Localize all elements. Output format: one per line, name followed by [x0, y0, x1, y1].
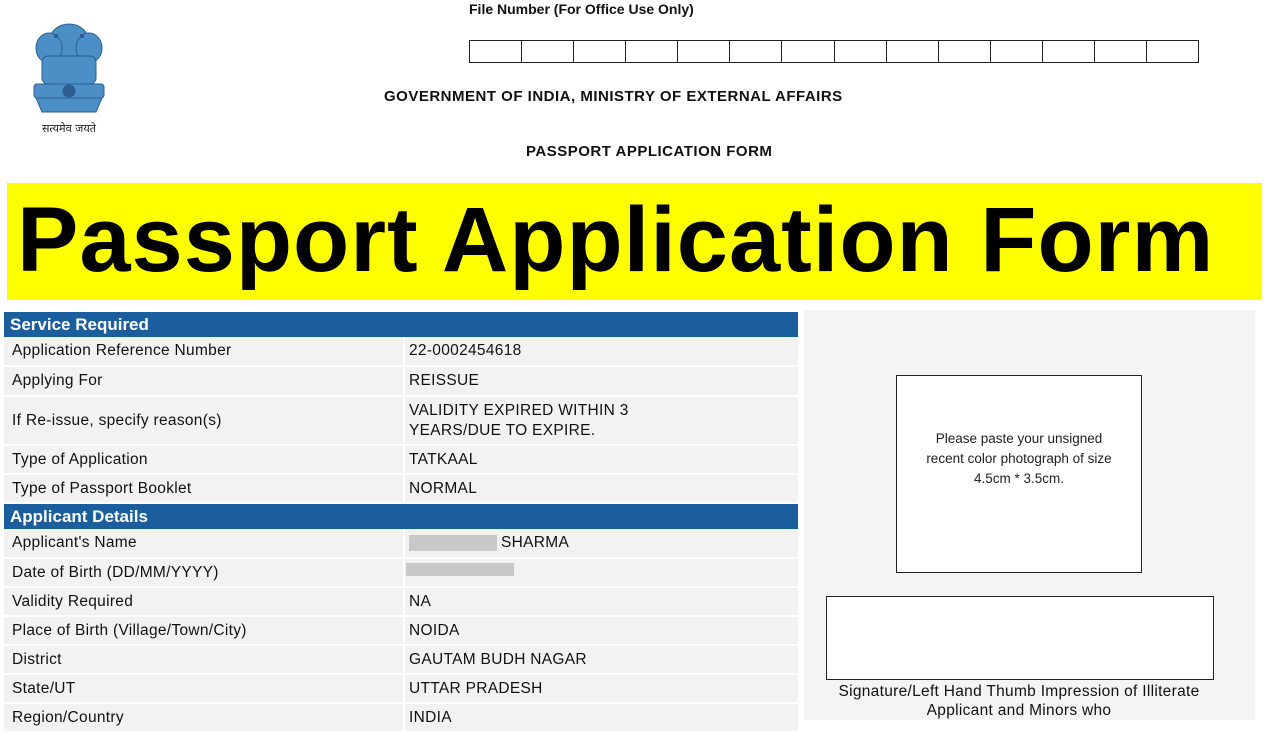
- redacted-block: [406, 563, 514, 576]
- table-row: [4, 446, 798, 475]
- row-label: Date of Birth (DD/MM/YYYY): [12, 563, 219, 581]
- row-value: GAUTAM BUDH NAGAR: [409, 650, 587, 668]
- file-number-box[interactable]: [522, 41, 574, 62]
- file-number-box[interactable]: [939, 41, 991, 62]
- file-number-box[interactable]: [835, 41, 887, 62]
- file-number-box[interactable]: [782, 41, 834, 62]
- row-value: REISSUE: [409, 372, 480, 389]
- table-row: [4, 617, 798, 646]
- form-title: PASSPORT APPLICATION FORM: [526, 143, 773, 160]
- table-row: [4, 475, 798, 504]
- row-value: INDIA: [409, 708, 452, 726]
- file-number-box[interactable]: [470, 41, 522, 62]
- file-number-box[interactable]: [991, 41, 1043, 62]
- applicant-surname: SHARMA: [501, 534, 570, 551]
- signature-caption: Signature/Left Hand Thumb Impression of Illiterate Applicant and Minors who: [838, 683, 1200, 719]
- table-row: [4, 646, 798, 675]
- banner-title: Passport Application Form: [17, 189, 1215, 291]
- table-row: [4, 704, 798, 733]
- row-label: Applicant's Name: [12, 534, 137, 551]
- row-value: NOIDA: [409, 621, 460, 639]
- row-label: Place of Birth (Village/Town/City): [12, 621, 247, 639]
- file-number-box[interactable]: [678, 41, 730, 62]
- row-value: NA: [409, 592, 432, 610]
- table-row: [4, 588, 798, 617]
- file-number-boxes: [469, 40, 1199, 63]
- row-label: Application Reference Number: [12, 342, 232, 359]
- file-number-box[interactable]: [1147, 41, 1198, 62]
- row-value: VALIDITY EXPIRED WITHIN 3 YEARS/DUE TO EXPIRE.: [409, 401, 629, 439]
- signature-box[interactable]: [826, 596, 1214, 680]
- row-value: TATKAAL: [409, 450, 478, 468]
- row-label: Applying For: [12, 372, 103, 389]
- row-label: State/UT: [12, 679, 76, 697]
- row-label: If Re-issue, specify reason(s): [12, 411, 222, 429]
- row-label: Region/Country: [12, 708, 124, 726]
- row-value: [409, 529, 569, 557]
- file-number-box[interactable]: [887, 41, 939, 62]
- photo-signature-panel: [804, 310, 1255, 720]
- file-number-box[interactable]: [626, 41, 678, 62]
- file-number-label: File Number (For Office Use Only): [469, 1, 694, 17]
- table-row: [4, 559, 798, 588]
- photo-instruction: Please paste your unsigned recent color photograph of size 4.5cm * 3.5cm.: [926, 431, 1112, 486]
- table-row: [4, 675, 798, 704]
- row-label: Type of Application: [12, 450, 148, 468]
- row-label: Validity Required: [12, 592, 134, 610]
- row-value: [409, 559, 514, 586]
- state-emblem-logo: [14, 12, 124, 140]
- table-row: [4, 529, 798, 559]
- government-title: GOVERNMENT OF INDIA, MINISTRY OF EXTERNAL AFFAIRS: [384, 88, 843, 105]
- form-table: [4, 312, 798, 726]
- file-number-box[interactable]: [1043, 41, 1095, 62]
- row-label: District: [12, 650, 62, 668]
- file-number-box[interactable]: [574, 41, 626, 62]
- title-banner: [7, 183, 1262, 300]
- table-row: [4, 397, 798, 446]
- emblem-motto: सत्यमेव जयते: [41, 122, 97, 135]
- file-number-box[interactable]: [730, 41, 782, 62]
- table-row: [4, 337, 798, 367]
- row-value: UTTAR PRADESH: [409, 679, 543, 697]
- redacted-block: [409, 535, 497, 551]
- row-label: Type of Passport Booklet: [12, 479, 192, 497]
- row-value: 22-0002454618: [409, 342, 522, 359]
- row-value: NORMAL: [409, 479, 478, 497]
- table-row: [4, 367, 798, 397]
- file-number-box[interactable]: [1095, 41, 1147, 62]
- photo-box[interactable]: [896, 375, 1142, 573]
- section-header-applicant-details: Applicant Details: [4, 504, 798, 529]
- section-header-service-required: Service Required: [4, 312, 798, 337]
